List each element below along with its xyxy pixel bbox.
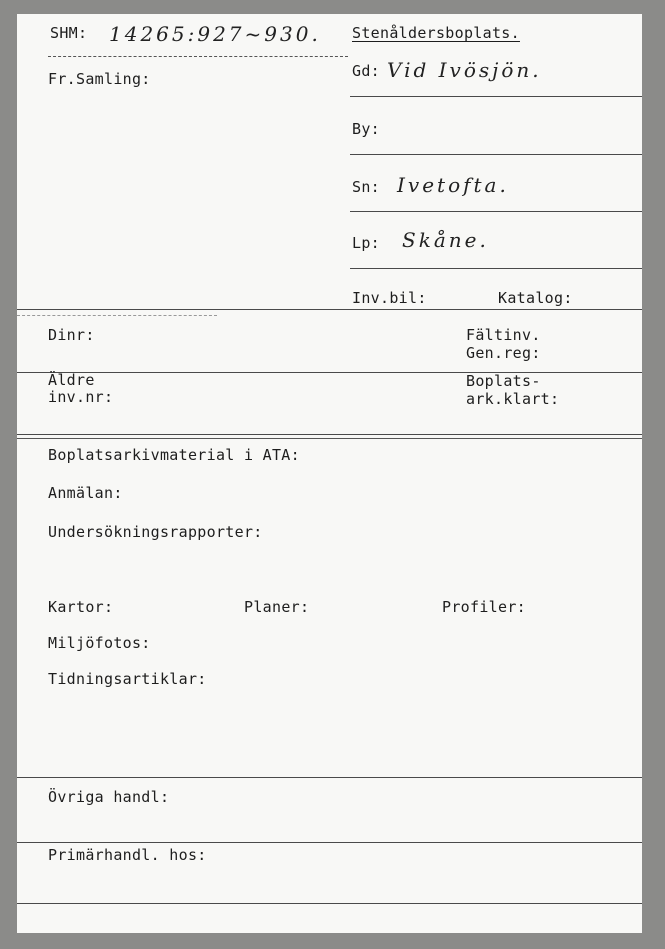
shm-number: 14265:927~930. [109,22,321,46]
anmalan-label: Anmälan: [48,484,123,502]
katalog-label: Katalog: [498,289,573,307]
tidningsartiklar-label: Tidningsartiklar: [48,670,207,688]
dinr-label: Dinr: [48,326,95,344]
gd-label: Gd: [352,62,380,80]
section-divider [17,842,642,843]
fr-samling-label: Fr.Samling: [48,70,151,88]
divider [48,56,348,57]
gd-value: Vid Ivösjön. [387,58,542,82]
profiler-label: Profiler: [442,598,526,616]
lp-value: Skåne. [402,228,489,252]
divider [350,96,642,97]
shm-label: SHM: [50,24,88,42]
inv-nr-label: inv.nr: [48,388,114,406]
archive-heading: Boplatsarkivmaterial i ATA: [48,446,300,464]
divider [350,211,642,212]
rapporter-label: Undersökningsrapporter: [48,523,263,541]
section-divider [17,903,642,904]
faltinv-label: Fältinv. [466,326,541,344]
aldre-label: Äldre [48,371,95,389]
divider [350,268,642,269]
ovriga-label: Övriga handl: [48,788,170,806]
sn-label: Sn: [352,178,380,196]
section-divider [17,372,642,373]
section-divider [17,434,642,435]
sn-value: Ivetofta. [397,173,509,197]
divider [350,154,642,155]
primarhandl-label: Primärhandl. hos: [48,846,207,864]
planer-label: Planer: [244,598,310,616]
section-divider [17,309,642,310]
lp-label: Lp: [352,234,380,252]
gen-reg-label: Gen.reg: [466,344,541,362]
catalog-card [17,14,642,933]
inv-bil-label: Inv.bil: [352,289,427,307]
miljofotos-label: Miljöfotos: [48,634,151,652]
by-label: By: [352,120,380,138]
card-title: Stenåldersboplats. [352,24,520,42]
kartor-label: Kartor: [48,598,114,616]
ark-klart-label: ark.klart: [466,390,560,408]
section-divider [17,777,642,778]
boplats-label: Boplats- [466,372,541,390]
divider [17,315,217,316]
section-divider [17,438,642,439]
